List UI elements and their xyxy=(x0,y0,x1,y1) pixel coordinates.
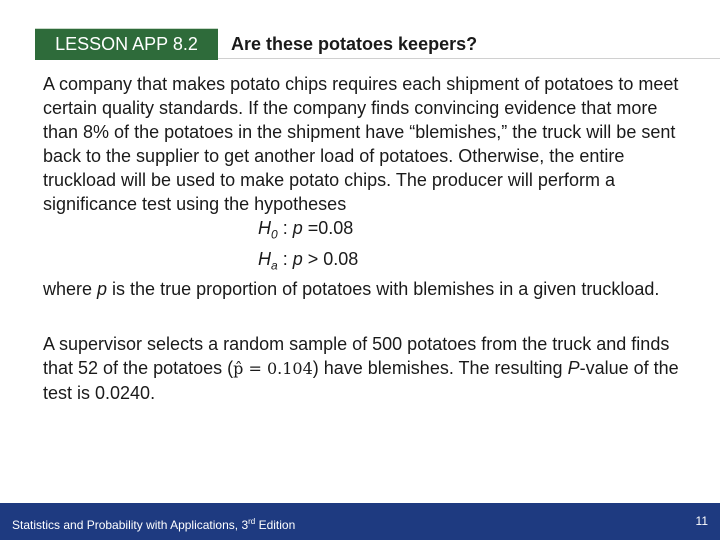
alt-hypothesis-value: > 0.08 xyxy=(302,248,359,269)
alt-hypothesis-param: p xyxy=(292,248,303,269)
intro-paragraph: A company that makes potato chips requires each shipment of potatoes to meet certain quality standards. If the company finds convincing evidence that more than 8% of the potatoes in the shipment have “blemishes,” the truck will be sent back to the supplier to get another load of potatoes. Otherwise, the entire truckload will be used to make potato chips. The producer will perform a significance test using the hypotheses xyxy=(43,74,679,214)
footer-book-title: Statistics and Probability with Applications, 3rd Edition xyxy=(12,517,296,532)
definition-paragraph: where p is the true proportion of potatoes with blemishes in a given truckload. xyxy=(43,279,660,300)
footer-bar xyxy=(0,503,720,540)
sample-paragraph: A supervisor selects a random sample of 500 potatoes from the truck and finds that 52 of the potatoes (p̂ = 0.104) have blemishes. The resulting P-value of the test is 0.0240. xyxy=(43,334,679,404)
null-hypothesis-param: p xyxy=(292,218,303,238)
header-divider xyxy=(218,58,720,59)
null-hypothesis-symbol: $H_0$ xyxy=(258,218,278,242)
sample-proportion: p̂ = 0.104 xyxy=(233,359,313,379)
null-hypothesis-value: =0.08 xyxy=(302,218,354,238)
lesson-badge: LESSON APP 8.2 xyxy=(35,28,218,60)
alt-hypothesis-symbol: $H_a$ xyxy=(258,248,278,273)
page-number: 11 xyxy=(695,514,708,528)
null-hypothesis: $H_0$ : p =0.08 xyxy=(258,218,354,242)
paragraph-gap xyxy=(43,301,683,332)
slide-body xyxy=(43,72,683,448)
slide-title: Are these potatoes keepers? xyxy=(231,34,478,54)
alternative-hypothesis: $H_a$ : p > 0.08 xyxy=(258,248,359,273)
